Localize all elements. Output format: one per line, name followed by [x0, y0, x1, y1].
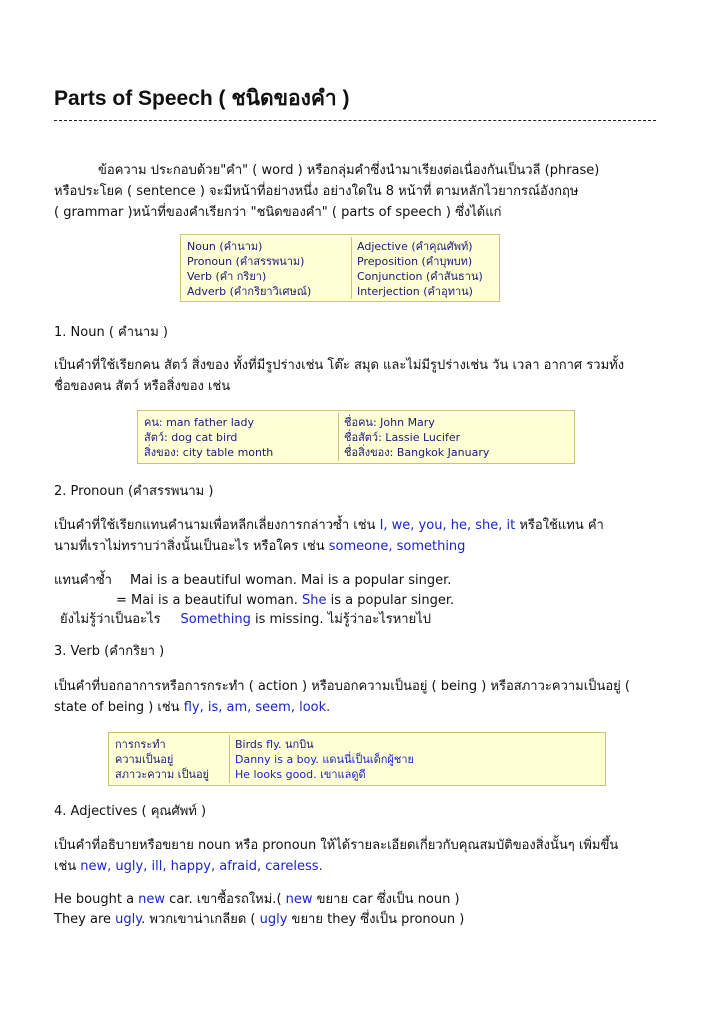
highlight-word: fly [266, 738, 279, 751]
table-cell: ชื่อสิ่งของ: Bangkok January [344, 446, 490, 459]
pronoun-examples: I, we, you, he, she, it [379, 518, 516, 533]
verb-line-2 [54, 697, 330, 719]
noun-heading: 1. Noun ( คำนาม ) [54, 325, 168, 340]
text-segment: นามที่เราไม่ทราบว่าสิ่งนั้นเป็นอะไร หรือใคร เช่น [54, 539, 329, 554]
adjective-heading: 4. Adjectives ( คุณศัพท์ ) [54, 804, 207, 819]
highlight-word: She [302, 593, 327, 608]
text-segment: หรือใช้แทน คำ [515, 518, 604, 533]
table-cell: ชื่อคน: John Mary [344, 416, 435, 429]
adjective-line-1: เป็นคำที่อธิบายหรือขยาย noun หรือ pronoun ให้ได้รายละเอียดเกี่ยวกับคุณสมบัติของสิ่งนั้นๆ เพิ่มขึ้น [54, 838, 619, 853]
table-col-right [235, 737, 414, 782]
table-cell: Pronoun (คำสรรพนาม) [187, 255, 305, 268]
dashed-divider [54, 120, 656, 121]
text-segment: ขยาย car ซึ่งเป็น noun ) [312, 892, 460, 907]
table-cell: คน: man father lady [144, 416, 254, 429]
text-segment: car. เขาซื้อรถใหม่.( [165, 892, 286, 907]
table-cell: He looks good. เขาแลดูดี [235, 768, 366, 781]
pronoun-line-1 [54, 515, 604, 537]
text-segment: is missing. ไม่รู้ว่าอะไรหายไป [250, 612, 431, 627]
parts-of-speech-table [180, 234, 500, 302]
table-col-left [115, 737, 209, 782]
table-cell: Adjective (คำคุณศัพท์) [357, 240, 473, 253]
text-segment: เป็นคำที่ใช้เรียกแทนคำนามเพื่อหลีกเลี่ยงการกล่าวซ้ำ เช่น [54, 518, 380, 533]
noun-examples-table [137, 410, 575, 464]
verb-examples-table [108, 732, 606, 786]
table-col-left [187, 239, 311, 299]
highlight-word: Something [180, 612, 251, 627]
table-col-left [144, 415, 273, 460]
text-segment: Birds [235, 738, 267, 751]
text-segment: . พวกเขาน่าเกลียด ( [141, 912, 260, 927]
example-label: ยังไม่รู้ว่าเป็นอะไร [60, 612, 161, 627]
noun-line-1: เป็นคำที่ใช้เรียกคน สัตว์ สิ่งของ ทั้งที่มีรูปร่างเช่น โต๊ะ สมุด และไม่มีรูปร่างเช่น วัน เวลา อากาศ รวมทั้ง [54, 358, 625, 373]
table-cell: Danny is a boy. แดนนี่เป็นเด็กผู้ชาย [235, 753, 414, 766]
intro-line-3: ( grammar )หน้าที่ของคำเรียกว่า "ชนิดของคำ" ( parts of speech ) ซึ่งได้แก่ [54, 205, 502, 220]
table-cell: Noun (คำนาม) [187, 240, 263, 253]
text-segment: He bought a [54, 892, 139, 907]
adjective-line-2 [54, 856, 323, 878]
text-segment: state of being ) เช่น [54, 700, 184, 715]
verb-heading: 3. Verb (คำกริยา ) [54, 644, 165, 659]
example-text: Mai is a beautiful woman. Mai is a popular singer. [129, 573, 452, 588]
table-col-right [344, 415, 489, 460]
table-col-right [357, 239, 483, 299]
text-segment: ขยาย they ซึ่งเป็น pronoun ) [287, 912, 465, 927]
table-cell: การกระทำ [115, 738, 166, 751]
pronoun-heading: 2. Pronoun (คำสรรพนาม ) [54, 484, 214, 499]
table-cell: สัตว์: dog cat bird [144, 431, 238, 444]
table-cell: Adverb (คำกริยาวิเศษณ์) [187, 285, 312, 298]
pronoun-line-2 [54, 536, 465, 558]
highlight-word: ugly [115, 912, 142, 927]
table-cell: สภาวะความ เป็นอยู่ [115, 768, 209, 781]
table-cell: ความเป็นอยู่ [115, 753, 174, 766]
adjective-example-1 [54, 889, 460, 911]
text-segment: . นกบิน [278, 738, 314, 751]
table-cell: Conjunction (คำสันธาน) [357, 270, 483, 283]
intro-line-2: หรือประโยค ( sentence ) จะมีหน้าที่อย่างหนึ่ง อย่างใดใน 8 หน้าที่ ตามหลักไวยากรณ์อังกฤษ [54, 184, 579, 199]
table-cell: Interjection (คำอุทาน) [357, 285, 473, 298]
intro-line-1: ข้อความ ประกอบด้วย"คำ" ( word ) หรือกลุ่มคำซึ่งนำมาเรียงต่อเนื่องกันเป็นวลี (phrase) [98, 163, 600, 178]
page-title: Parts of Speech ( ชนิดของคำ ) [54, 87, 350, 110]
highlight-word: new [285, 892, 313, 907]
verb-examples: fly, is, am, seem, look. [183, 700, 331, 715]
pronoun-example-1 [54, 570, 451, 592]
pronoun-example-3 [60, 609, 431, 631]
table-cell: Verb (คำ กริยา) [187, 270, 267, 283]
text-segment: They are [54, 912, 116, 927]
table-cell: สิ่งของ: city table month [144, 446, 274, 459]
table-cell: ชื่อสัตว์: Lassie Lucifer [344, 431, 461, 444]
text-segment: is a popular singer. [326, 593, 455, 608]
example-label: แทนคำซ้ำ [54, 573, 112, 588]
highlight-word: ugly [259, 912, 288, 927]
table-cell: Preposition (คำบุพบท) [357, 255, 473, 268]
text-segment: = Mai is a beautiful woman. [116, 593, 303, 608]
verb-line-1: เป็นคำที่บอกอาการหรือการกระทำ ( action ) หรือบอกความเป็นอยู่ ( being ) หรือสภาวะความเป็นอยู่ ( [54, 679, 630, 694]
highlight-word: new [138, 892, 166, 907]
noun-line-2: ชื่อของคน สัตว์ หรือสิ่งของ เช่น [54, 379, 231, 394]
table-divider [229, 735, 230, 783]
table-divider [338, 413, 339, 461]
adjective-examples: new, ugly, ill, happy, afraid, careless. [80, 859, 323, 874]
indefinite-pronoun-examples: someone, something [328, 539, 466, 554]
adjective-example-2 [54, 909, 464, 931]
text-segment: เช่น [54, 859, 81, 874]
table-divider [351, 237, 352, 299]
table-cell [235, 737, 414, 752]
